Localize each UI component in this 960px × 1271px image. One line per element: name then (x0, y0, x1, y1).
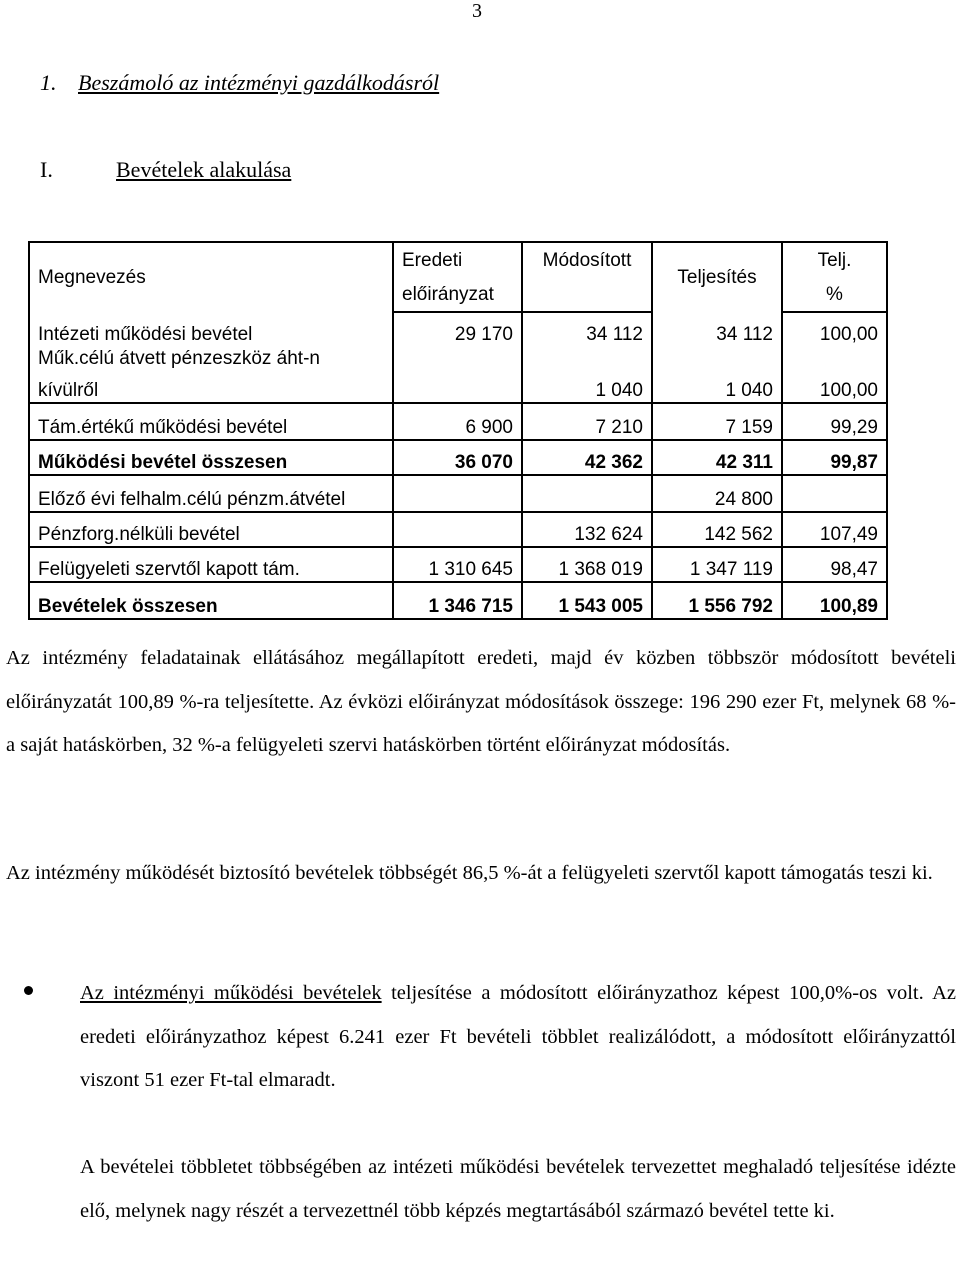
row-name: Intézeti működési bevétel (29, 312, 393, 346)
row-pct: 100,89 (782, 582, 887, 619)
row-name: Működési bevétel összesen (29, 440, 393, 475)
row-name: Tám.értékű működési bevétel (29, 403, 393, 440)
row-completion: 142 562 (652, 512, 782, 547)
row-original (393, 370, 522, 403)
row-original (393, 512, 522, 547)
header-pct: Telj. (782, 242, 887, 278)
paragraph-summary: Az intézmény feladatainak ellátásához megállapított eredeti, majd év közben többször módosított bevételi előirányzatát 100,89 %-ra teljesítette. Az évközi előirányzat módosítások összege: 196 290 ezer Ft, melynek 68 %-a saját hatáskörben, 32 %-a felügyeleti szervi hatáskörben történt előirányzat módosítás. (6, 647, 956, 756)
bullet-text (80, 972, 956, 1103)
section-number: I. (40, 157, 53, 182)
row-modified: 132 624 (522, 512, 652, 547)
header-original-2: előirányzat (393, 278, 522, 312)
paragraph-majority: Az intézmény működését biztosító bevételek többségét 86,5 %-át a felügyeleti szervtől kapott támogatás teszi ki. (6, 862, 933, 884)
row-modified: 1 368 019 (522, 547, 652, 582)
row-completion: 7 159 (652, 403, 782, 440)
row-modified (522, 475, 652, 512)
row-modified: 1 040 (522, 370, 652, 403)
header-modified: Módosított (522, 242, 652, 278)
row-modified: 34 112 (522, 312, 652, 346)
section-heading-1 (40, 70, 439, 96)
page-number: 3 (472, 0, 482, 22)
row-original: 1 346 715 (393, 582, 522, 619)
bullet-underlined-text: Az intézményi működési bevételek (80, 982, 382, 1004)
table-row (29, 403, 887, 440)
table-row (29, 547, 887, 582)
table-header-row (29, 242, 887, 278)
row-completion: 1 347 119 (652, 547, 782, 582)
row-original: 6 900 (393, 403, 522, 440)
section-title: Beszámoló az intézményi gazdálkodásról (78, 70, 440, 95)
row-original: 29 170 (393, 312, 522, 346)
row-completion: 24 800 (652, 475, 782, 512)
row-original: 36 070 (393, 440, 522, 475)
table-row (29, 475, 887, 512)
row-original: 1 310 645 (393, 547, 522, 582)
row-name: Előző évi felhalm.célú pénzm.átvétel (29, 475, 393, 512)
row-name: kívülről (29, 370, 393, 403)
row-modified: 7 210 (522, 403, 652, 440)
header-name: Megnevezés (29, 242, 393, 312)
row-name: Felügyeleti szervtől kapott tám. (29, 547, 393, 582)
header-completion: Teljesítés (652, 242, 782, 312)
paragraph-surplus: A bevételei többletet többségében az intézeti működési bevételek tervezettet meghaladó teljesítése idézte elő, melynek nagy részét a tervezettnél több képzés megtartásából származó bevétel tette ki. (80, 1156, 956, 1222)
row-completion: 34 112 (652, 312, 782, 346)
table-row (29, 370, 887, 403)
row-pct: 107,49 (782, 512, 887, 547)
row-pct: 99,29 (782, 403, 887, 440)
row-modified: 42 362 (522, 440, 652, 475)
row-pct: 99,87 (782, 440, 887, 475)
section-title: Bevételek alakulása (116, 157, 292, 182)
row-completion: 1 040 (652, 370, 782, 403)
table-row (29, 512, 887, 547)
bullet-icon (24, 986, 33, 995)
table-row (29, 312, 887, 346)
row-name: Pénzforg.nélküli bevétel (29, 512, 393, 547)
header-original: Eredeti (393, 242, 522, 278)
row-modified: 1 543 005 (522, 582, 652, 619)
header-modified-2 (522, 278, 652, 312)
row-completion: 1 556 792 (652, 582, 782, 619)
row-completion: 42 311 (652, 440, 782, 475)
row-pct: 100,00 (782, 312, 887, 346)
row-pct (782, 475, 887, 512)
table-row (29, 346, 887, 370)
row-name: Műk.célú átvett pénzeszköz áht-n (29, 346, 393, 370)
section-number: 1. (40, 70, 57, 95)
row-name: Bevételek összesen (29, 582, 393, 619)
table-row-total (29, 582, 887, 619)
table-row-subtotal (29, 440, 887, 475)
revenue-table (28, 241, 888, 620)
section-heading-2 (40, 157, 291, 183)
header-pct-2: % (782, 278, 887, 312)
row-original (393, 475, 522, 512)
row-pct: 98,47 (782, 547, 887, 582)
bullet-rest-text: teljesítése a módosított előirányzathoz képest 100,0%-os volt. Az eredeti előirányzathoz képest 6.241 ezer Ft bevételi többlet realizálódott, a módosított előirányzattól viszont 51 ezer Ft-tal elmaradt. (80, 982, 956, 1091)
row-pct: 100,00 (782, 370, 887, 403)
